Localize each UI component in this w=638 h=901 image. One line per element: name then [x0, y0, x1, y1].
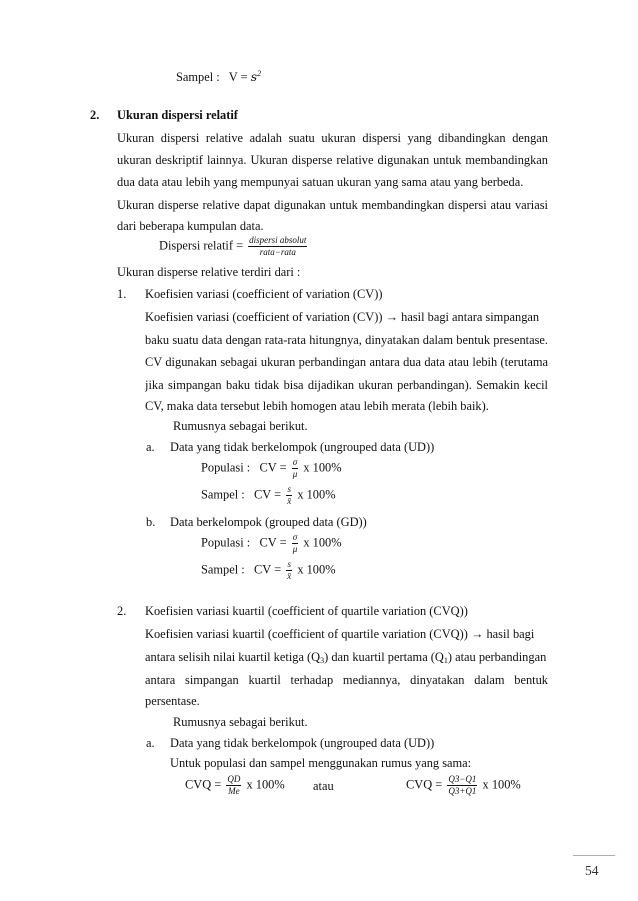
cvq-numerator: Q3−Q1 [448, 774, 477, 784]
cvq-numerator: QD [227, 774, 241, 784]
cv-suffix: x 100% [303, 535, 342, 550]
population-label: Populasi : [201, 460, 251, 475]
sample-var: s [250, 69, 258, 84]
cv-numerator: s [287, 484, 291, 494]
item-number: 2. [117, 604, 127, 618]
paragraph-line: antara simpangan kuartil terhadap mediannya, dinyatakan dalam bentuk [145, 673, 548, 687]
formula-numerator: dispersi absolut [249, 235, 307, 245]
desc-part: antara selisih nilai kuartil ketiga (Q [145, 650, 321, 664]
cv-suffix: x 100% [297, 562, 336, 577]
cv-prefix: CV = [259, 535, 287, 550]
paragraph-line: dua data atau lebih yang mempunyai satuan ukuran yang sama atau yang berbeda. [117, 175, 524, 189]
sample-variance-line [176, 70, 261, 83]
subitem-letter: b. [146, 515, 156, 529]
item2-desc-first-tail: hasil bagi [486, 627, 535, 641]
sample-label: Sampel : [201, 562, 245, 577]
cv-prefix: CV = [254, 487, 282, 502]
cv-fraction [292, 533, 299, 554]
cvq-formula-2 [406, 775, 521, 796]
subitem-title: Data berkelompok (grouped data (GD)) [170, 515, 367, 529]
cv-suffix: x 100% [297, 487, 336, 502]
or-text: atau [313, 779, 334, 793]
formula-intro: Rumusnya sebagai berikut. [173, 715, 308, 729]
item2-desc-quartiles [145, 651, 546, 665]
cv-fraction [286, 485, 292, 506]
desc-part: ) dan kuartil pertama (Q [324, 650, 444, 664]
cv-numerator: σ [292, 532, 298, 542]
subitem-title: Data yang tidak berkelompok (ungrouped data (UD)) [170, 736, 435, 750]
cv-prefix: CV = [259, 460, 287, 475]
cv-denominator: x̄ [287, 571, 292, 581]
subitem-letter: a. [146, 440, 155, 454]
cvq-suffix: x 100% [246, 777, 285, 792]
sample-label: Sampel : [176, 70, 220, 84]
cvq-fraction [447, 775, 477, 796]
item-title: Koefisien variasi (coefficient of variation (CV)) [145, 287, 383, 301]
subitem-letter: a. [146, 736, 155, 750]
cvq-fraction [226, 775, 241, 796]
page-number: 54 [585, 863, 599, 878]
formula-fraction [248, 236, 307, 257]
formula-label: Dispersi relatif = [159, 238, 244, 253]
cv-population-formula [201, 533, 342, 554]
item-title: Koefisien variasi kuartil (coefficient of quartile variation (CVQ)) [145, 604, 468, 618]
arrow-icon: → [470, 627, 484, 641]
cv-population-formula [201, 458, 342, 479]
arrow-icon: → [385, 310, 399, 324]
section-title: Ukuran dispersi relatif [117, 108, 238, 122]
paragraph-line: CV, maka data tersebut lebih homogen atau lebih merata (lebih baik). [145, 399, 489, 413]
cv-denominator: x̄ [287, 496, 292, 506]
cvq-formula-1 [185, 775, 285, 796]
cvq-prefix: CVQ = [406, 777, 443, 792]
paragraph-line: baku suatu data dengan rata-rata hitungnya, dinyatakan dalam bentuk presentase. [145, 333, 548, 347]
desc-part: ) atau perbandingan [447, 650, 547, 664]
cv-sample-formula [201, 560, 336, 581]
cv-sample-formula [201, 485, 336, 506]
cv-fraction [292, 458, 299, 479]
relative-dispersion-formula [159, 236, 309, 257]
item1-desc-first-tail: hasil bagi antara simpangan [401, 310, 540, 324]
paragraph-line: ukuran deskriptif lainnya. Ukuran disperse relative digunakan untuk membandingkan [117, 153, 548, 167]
sample-exp: 2 [257, 69, 262, 78]
cv-prefix: CV = [254, 562, 282, 577]
cvq-denominator: Q3+Q1 [448, 786, 477, 796]
item2-desc-first-text: Koefisien variasi kuartil (coefficient of quartile variation (CVQ)) [145, 627, 468, 641]
subscript: 3 [320, 656, 325, 665]
formula-intro: Rumusnya sebagai berikut. [173, 419, 308, 433]
item1-desc-first [145, 311, 548, 323]
page-number-rule [573, 855, 615, 856]
formula-denominator: rata−rata [259, 247, 296, 257]
cv-denominator: μ [292, 469, 298, 479]
item2-desc-first [145, 628, 548, 640]
subitem-title: Data yang tidak berkelompok (ungrouped data (UD)) [170, 440, 435, 454]
paragraph-line: CV digunakan sebagai ukuran perbandingan antara dua data atau lebih (terutama [145, 355, 548, 369]
item-number: 1. [117, 287, 127, 301]
section-number: 2. [90, 108, 100, 122]
paragraph-line: Ukuran dispersi relative adalah suatu ukuran dispersi yang dibandingkan dengan [117, 131, 548, 145]
item1-desc-first-text: Koefisien variasi (coefficient of variation (CV)) [145, 310, 383, 324]
paragraph-line: persentase. [145, 694, 200, 708]
subitem-note: Untuk populasi dan sampel menggunakan rumus yang sama: [170, 756, 472, 770]
consists-line: Ukuran disperse relative terdiri dari : [117, 265, 301, 279]
cvq-suffix: x 100% [482, 777, 521, 792]
cvq-prefix: CVQ = [185, 777, 222, 792]
cv-suffix: x 100% [303, 460, 342, 475]
sample-eq-prefix: V = [228, 70, 248, 84]
paragraph-line: Ukuran disperse relative dapat digunakan untuk membandingkan dispersi atau variasi [117, 198, 548, 212]
paragraph-line: jika simpangan baku tidak bisa dijadikan ukuran perbandingan). Semakin kecil [145, 378, 548, 392]
subscript: 1 [443, 656, 448, 665]
cv-numerator: σ [292, 457, 298, 467]
paragraph-line: dari beberapa kumpulan data. [117, 219, 264, 233]
cvq-denominator: Me [228, 786, 240, 796]
cv-denominator: μ [292, 544, 298, 554]
sample-label: Sampel : [201, 487, 245, 502]
population-label: Populasi : [201, 535, 251, 550]
cv-numerator: s [287, 559, 291, 569]
cv-fraction [286, 560, 292, 581]
